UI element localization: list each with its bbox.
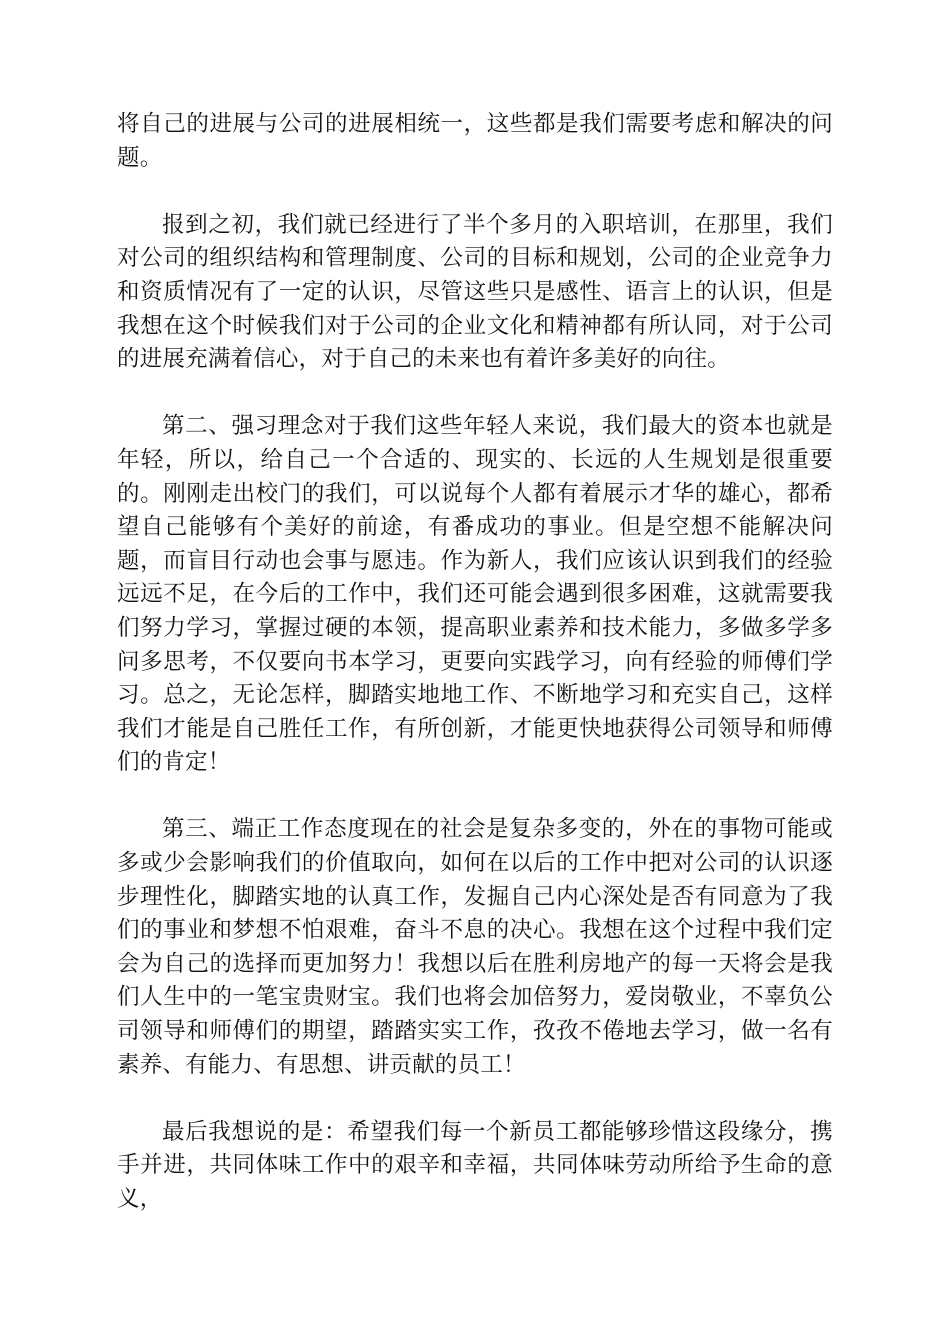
paragraph-closing: 最后我想说的是：希望我们每一个新员工都能够珍惜这段缘分，携手并进，共同体味工作中的艰辛和幸福，共同体味劳动所给予生命的意义， <box>117 1118 833 1212</box>
paragraph-onboarding-training: 报到之初，我们就已经进行了半个多月的入职培训，在那里，我们对公司的组织结构和管理制度、公司的目标和规划，公司的企业竞争力和资质情况有了一定的认识，尽管这些只是感性、语言上的认识，但是我想在这个时候我们对于公司的企业文化和精神都有所认同，对于公司的进展充满着信心，对于自己的未来也有着许多美好的向往。 <box>117 211 833 373</box>
paragraph-second-point: 第二、强习理念对于我们这些年轻人来说，我们最大的资本也就是年轻，所以，给自己一个合适的、现实的、长远的人生规划是很重要的。刚刚走出校门的我们，可以说每个人都有着展示才华的雄心，都希望自己能够有个美好的前途，有番成功的事业。但是空想不能解决问题，而盲目行动也会事与愿违。作为新人，我们应该认识到我们的经验远远不足，在今后的工作中，我们还可能会遇到很多困难，这就需要我们努力学习，掌握过硬的本领，提高职业素养和技术能力，多做多学多问多思考，不仅要向书本学习，更要向实践学习，向有经验的师傅们学习。总之，无论怎样，脚踏实地地工作、不断地学习和充实自己，这样我们才能是自己胜任工作，有所创新，才能更快地获得公司领导和师傅们的肯定！ <box>117 413 833 776</box>
document-body <box>117 108 833 1217</box>
paragraph-third-point: 第三、端正工作态度现在的社会是复杂多变的，外在的事物可能或多或少会影响我们的价值取向，如何在以后的工作中把对公司的认识逐步理性化，脚踏实地的认真工作，发掘自己内心深处是否有同意为了我们的事业和梦想不怕艰难，奋斗不息的决心。我想在这个过程中我们定会为自己的选择而更加努力！我想以后在胜利房地产的每一天将会是我们人生中的一笔宝贵财宝。我们也将会加倍努力，爱岗敬业，不辜负公司领导和师傅们的期望，踏踏实实工作，孜孜不倦地去学习，做一名有素养、有能力、有思想、讲贡献的员工！ <box>117 816 833 1078</box>
paragraph-continued: 将自己的进展与公司的进展相统一，这些都是我们需要考虑和解决的问题。 <box>117 111 833 171</box>
